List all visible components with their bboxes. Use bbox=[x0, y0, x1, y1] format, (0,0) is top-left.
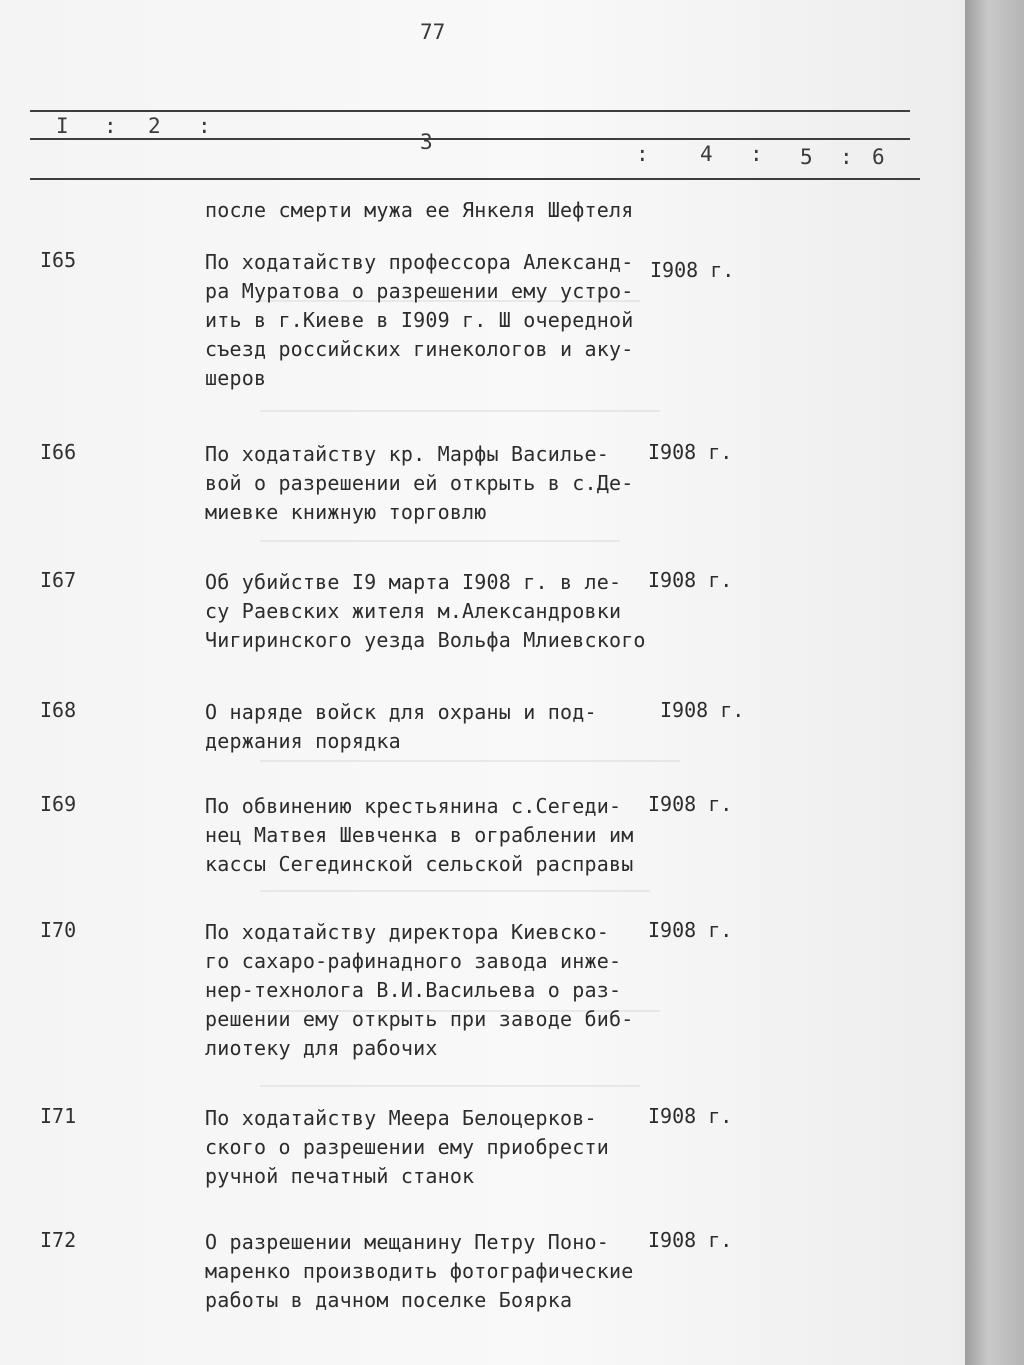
entry-description: По ходатайству директора Киевско- го сахаро-рафинадного завода инже- нер-технолога В.И.Васильева о раз- решении ему открыть при заводе биб- лиотеку для рабочих bbox=[205, 920, 634, 1060]
column-separator: : bbox=[636, 142, 649, 166]
entry-description: По ходатайству кр. Марфы Василье- вой о разрешении ей открыть в с.Де- миевке книжную торговлю bbox=[205, 442, 634, 524]
entry-description: О наряде войск для охраны и под- держания порядка bbox=[205, 700, 597, 753]
column-header-3: 3 bbox=[420, 130, 433, 154]
entry-number: I72 bbox=[40, 1228, 77, 1252]
entry-year: I908 г. bbox=[648, 1228, 733, 1252]
entry-year: I908 г. bbox=[648, 792, 733, 816]
entry-year: I908 г. bbox=[648, 440, 733, 464]
entry-year: I908 г. bbox=[648, 1104, 733, 1128]
entry-year: I908 г. bbox=[648, 918, 733, 942]
header-bottom-rule bbox=[30, 178, 920, 180]
column-header-2: 2 bbox=[148, 114, 161, 138]
continuation-text: после смерти мужа ее Янкеля Шефтеля bbox=[205, 198, 634, 222]
column-separator: : bbox=[840, 145, 853, 169]
entry-number: I70 bbox=[40, 918, 77, 942]
column-header-5: 5 bbox=[800, 145, 813, 169]
column-header-4: 4 bbox=[700, 142, 713, 166]
page-edge-shadow bbox=[965, 0, 1024, 1365]
entry-year: I908 г. bbox=[648, 568, 733, 592]
entry-number: I68 bbox=[40, 698, 77, 722]
entry-number: I67 bbox=[40, 568, 77, 592]
entry-number: I65 bbox=[40, 248, 77, 272]
entry-number: I71 bbox=[40, 1104, 77, 1128]
entry-number: I66 bbox=[40, 440, 77, 464]
entry-description: О разрешении мещанину Петру Поно- маренко производить фотографические работы в дачном поселке Боярка bbox=[205, 1230, 634, 1312]
column-separator: : bbox=[750, 142, 763, 166]
header-top-rule bbox=[30, 110, 910, 112]
page-number: 77 bbox=[420, 20, 446, 44]
entry-year: I908 г. bbox=[650, 258, 735, 282]
entry-number: I69 bbox=[40, 792, 77, 816]
entry-description: По обвинению крестьянина с.Сегеди- нец Матвея Шевченка в ограблении им кассы Сегединской сельской расправы bbox=[205, 794, 634, 876]
column-separator: : bbox=[104, 114, 117, 138]
header-middle-rule bbox=[30, 138, 910, 140]
entry-description: По ходатайству Меера Белоцерков- ского о разрешении ему приобрести ручной печатный станок bbox=[205, 1106, 609, 1188]
column-separator: : bbox=[198, 114, 211, 138]
entry-description: Об убийстве I9 марта I908 г. в ле- су Раевских жителя м.Александровки Чигиринского уезда Вольфа Млиевского bbox=[205, 570, 646, 652]
entry-year: I908 г. bbox=[660, 698, 745, 722]
column-header-6: 6 bbox=[872, 145, 885, 169]
column-header-1: I bbox=[56, 114, 69, 138]
entry-description: По ходатайству профессора Александ- ра Муратова о разрешении ему устро- ить в г.Киеве в I909 г. Ш очередной съезд российских гинекологов и аку- шеров bbox=[205, 250, 634, 390]
